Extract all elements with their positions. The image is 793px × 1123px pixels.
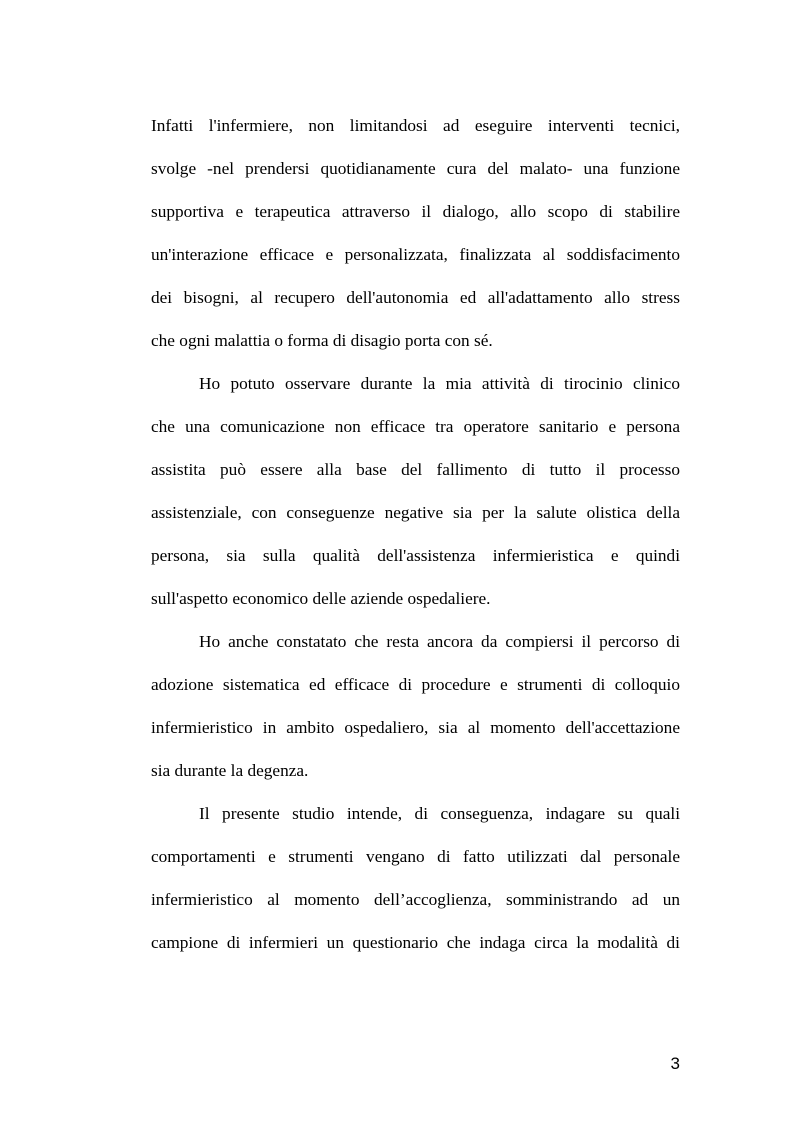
text-line: assistita può essere alla base del fallimento di tutto il processo xyxy=(151,460,680,479)
text-line: Ho potuto osservare durante la mia attività di tirocinio clinico xyxy=(199,374,680,393)
text-line: Infatti l'infermiere, non limitandosi ad eseguire interventi tecnici, xyxy=(151,116,680,135)
text-line: dei bisogni, al recupero dell'autonomia ed all'adattamento allo stress xyxy=(151,288,680,307)
text-line: sia durante la degenza. xyxy=(151,761,309,780)
text-line: che ogni malattia o forma di disagio porta con sé. xyxy=(151,331,493,350)
text-line: un'interazione efficace e personalizzata, finalizzata al soddisfacimento xyxy=(151,245,680,264)
text-line: campione di infermieri un questionario che indaga circa la modalità di xyxy=(151,933,680,952)
text-line: infermieristico al momento dell’accoglienza, somministrando ad un xyxy=(151,890,680,909)
text-line: comportamenti e strumenti vengano di fatto utilizzati dal personale xyxy=(151,847,680,866)
text-line: assistenziale, con conseguenze negative sia per la salute olistica della xyxy=(151,503,680,522)
text-line: supportiva e terapeutica attraverso il dialogo, allo scopo di stabilire xyxy=(151,202,680,221)
text-line: svolge -nel prendersi quotidianamente cura del malato- una funzione xyxy=(151,159,680,178)
body-text xyxy=(151,111,680,971)
text-line: Il presente studio intende, di conseguenza, indagare su quali xyxy=(199,804,680,823)
text-line: infermieristico in ambito ospedaliero, sia al momento dell'accettazione xyxy=(151,718,680,737)
text-line: Ho anche constatato che resta ancora da compiersi il percorso di xyxy=(199,632,680,651)
page-number: 3 xyxy=(670,1054,680,1073)
text-line: persona, sia sulla qualità dell'assistenza infermieristica e quindi xyxy=(151,546,680,565)
text-line: adozione sistematica ed efficace di procedure e strumenti di colloquio xyxy=(151,675,680,694)
text-line: sull'aspetto economico delle aziende ospedaliere. xyxy=(151,589,491,608)
text-line: che una comunicazione non efficace tra operatore sanitario e persona xyxy=(151,417,680,436)
